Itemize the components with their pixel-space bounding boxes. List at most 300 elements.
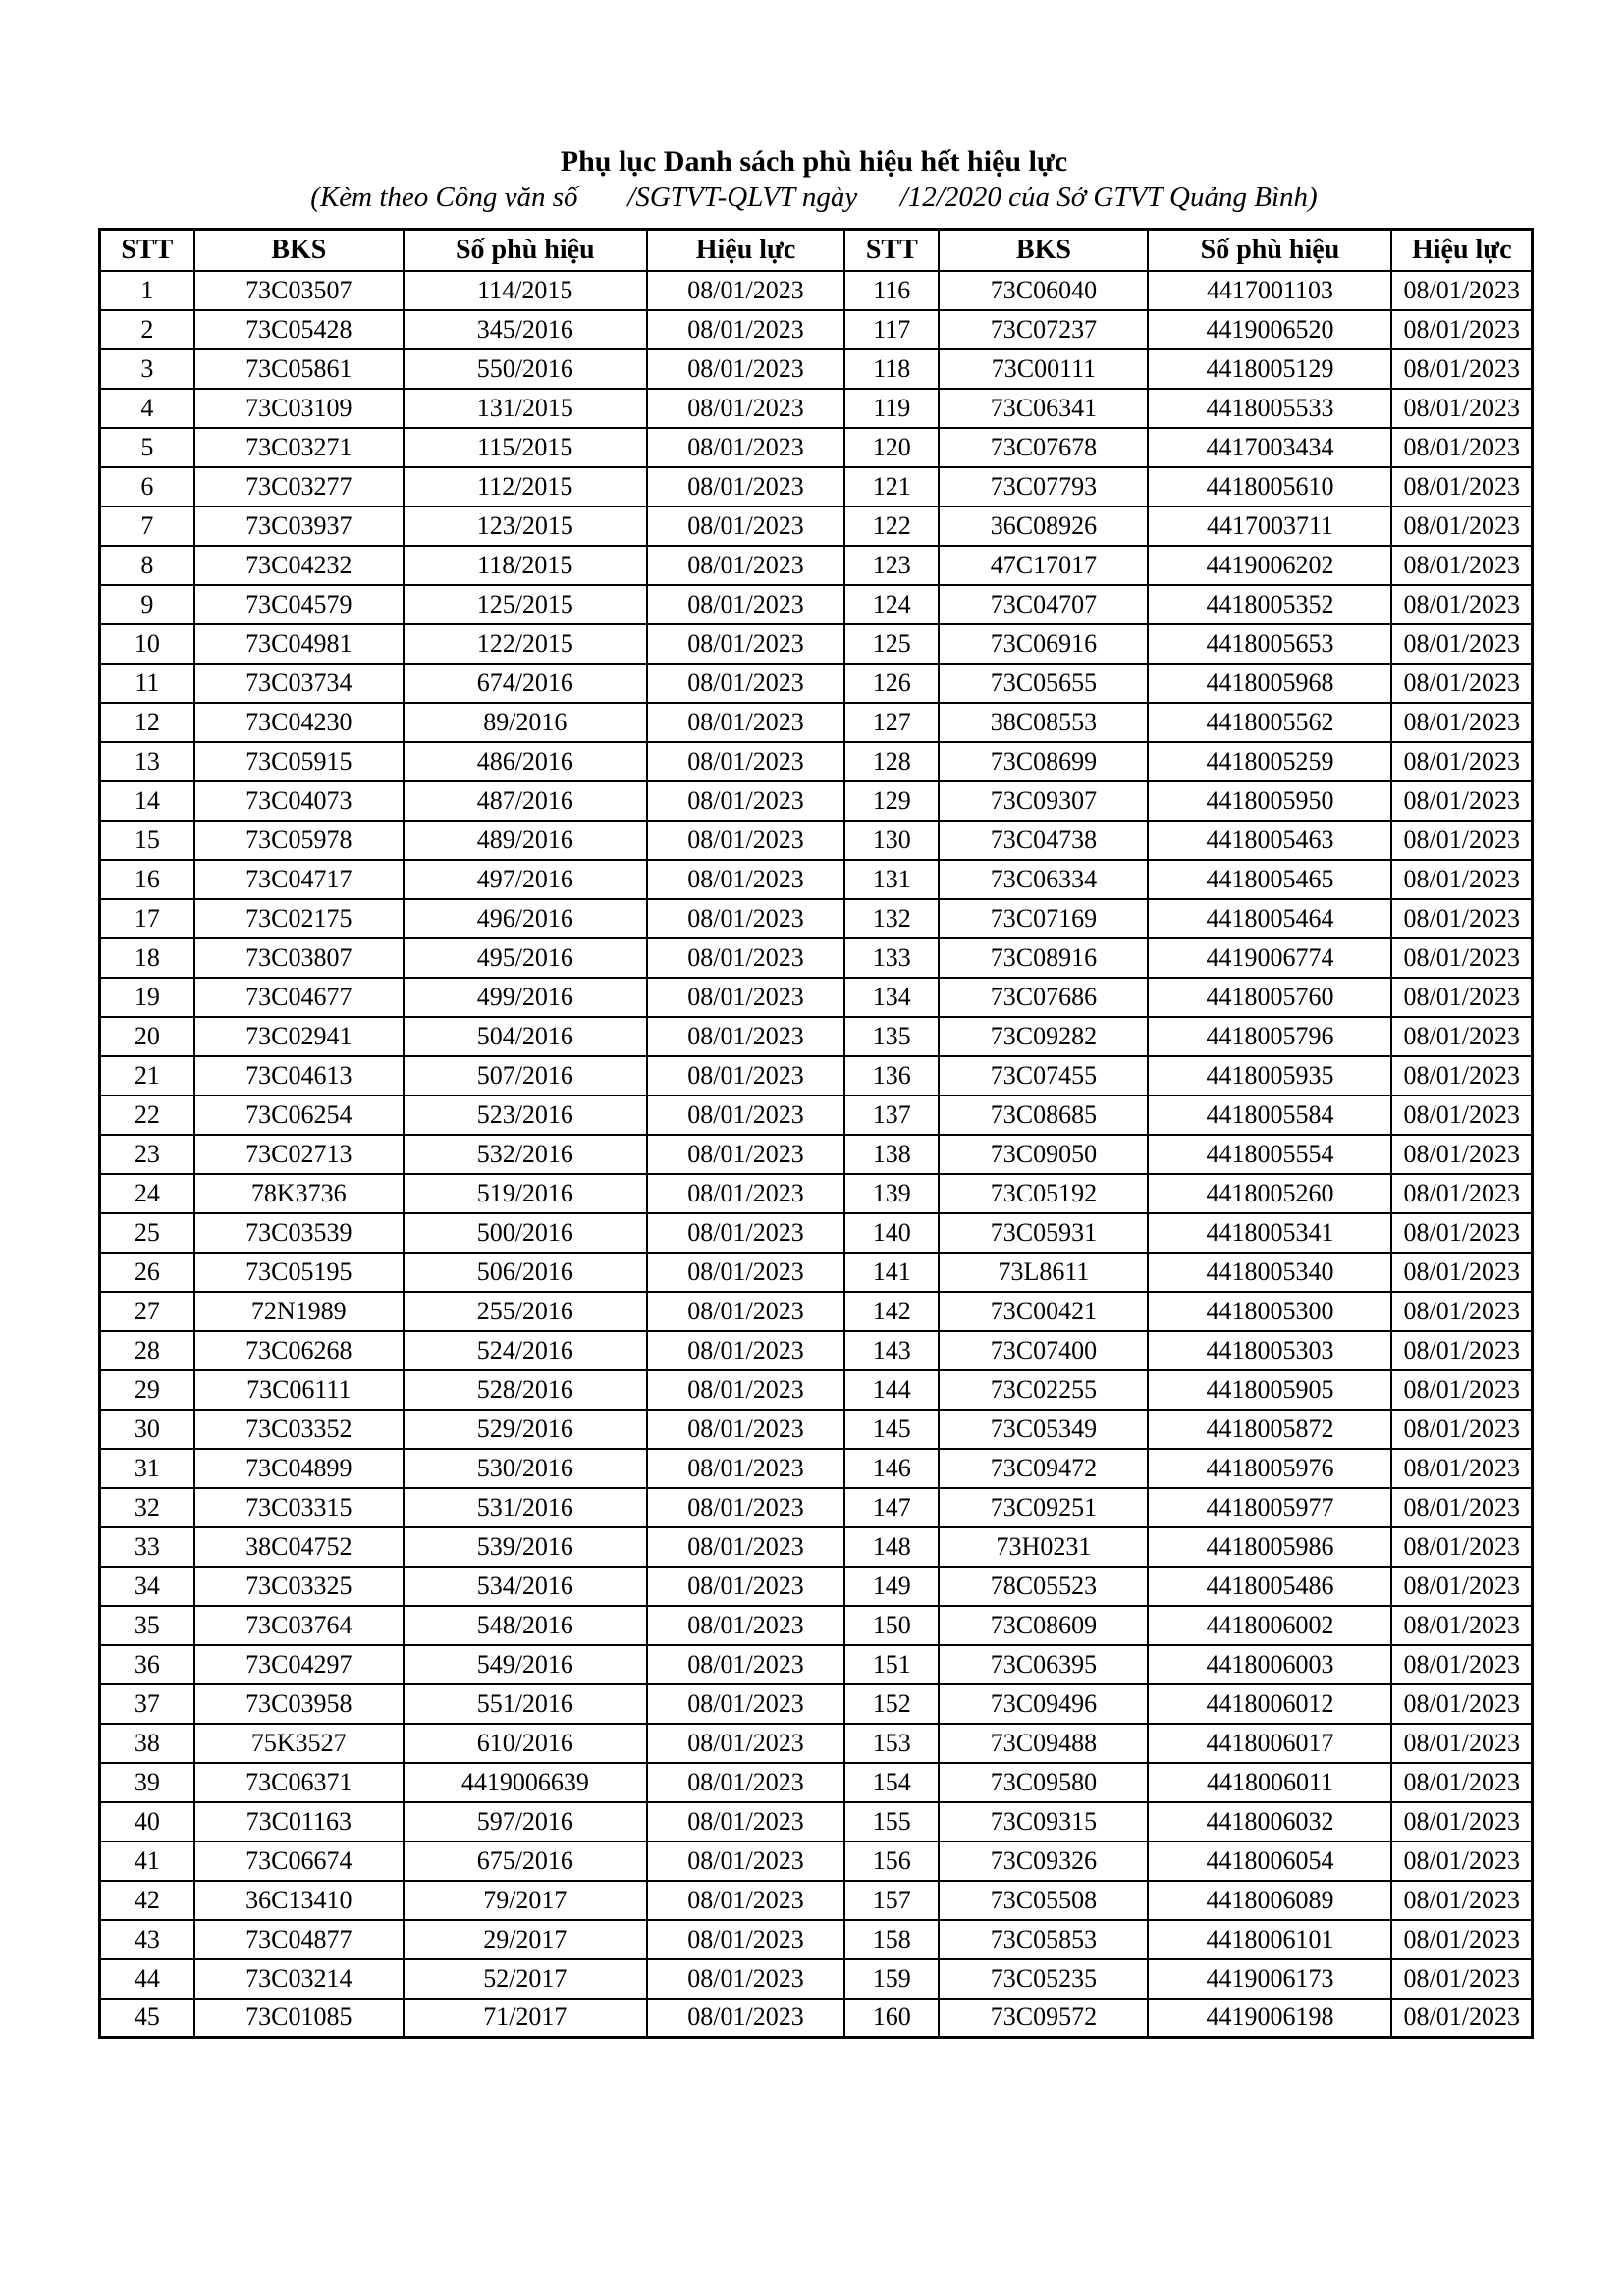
cell: 73H0231 bbox=[939, 1527, 1148, 1567]
cell: 12 bbox=[100, 703, 194, 742]
cell: 73C07455 bbox=[939, 1056, 1148, 1095]
cell: 4418005610 bbox=[1148, 467, 1391, 507]
cell: 6 bbox=[100, 467, 194, 507]
cell: 08/01/2023 bbox=[1391, 1527, 1532, 1567]
cell: 71/2017 bbox=[404, 1999, 647, 2038]
cell: 4418005465 bbox=[1148, 860, 1391, 899]
cell: 08/01/2023 bbox=[1391, 978, 1532, 1017]
cell: 08/01/2023 bbox=[647, 624, 844, 664]
cell: 08/01/2023 bbox=[647, 664, 844, 703]
table-row bbox=[100, 1527, 1533, 1567]
cell: 127 bbox=[844, 703, 939, 742]
cell: 159 bbox=[844, 1959, 939, 1999]
cell: 25 bbox=[100, 1213, 194, 1253]
cell: 08/01/2023 bbox=[1391, 310, 1532, 349]
table-row bbox=[100, 1724, 1533, 1763]
cell: 35 bbox=[100, 1606, 194, 1645]
cell: 08/01/2023 bbox=[647, 1370, 844, 1410]
cell: 73C03352 bbox=[194, 1410, 404, 1449]
cell: 26 bbox=[100, 1253, 194, 1292]
cell: 73C08685 bbox=[939, 1095, 1148, 1135]
cell: 08/01/2023 bbox=[647, 703, 844, 742]
cell: 4418005968 bbox=[1148, 664, 1391, 703]
cell: 38 bbox=[100, 1724, 194, 1763]
cell: 4418005562 bbox=[1148, 703, 1391, 742]
cell: 73C07400 bbox=[939, 1331, 1148, 1370]
cell: 08/01/2023 bbox=[647, 546, 844, 585]
cell: 08/01/2023 bbox=[1391, 742, 1532, 781]
cell: 08/01/2023 bbox=[647, 310, 844, 349]
cell: 137 bbox=[844, 1095, 939, 1135]
cell: 08/01/2023 bbox=[647, 389, 844, 428]
cell: 4418005986 bbox=[1148, 1527, 1391, 1567]
cell: 08/01/2023 bbox=[647, 781, 844, 821]
cell: 73C04707 bbox=[939, 585, 1148, 624]
cell: 524/2016 bbox=[404, 1331, 647, 1370]
cell: 08/01/2023 bbox=[647, 1802, 844, 1842]
cell: 529/2016 bbox=[404, 1410, 647, 1449]
cell: 4418005486 bbox=[1148, 1567, 1391, 1606]
cell: 79/2017 bbox=[404, 1881, 647, 1920]
cell: 08/01/2023 bbox=[1391, 1488, 1532, 1527]
cell: 128 bbox=[844, 742, 939, 781]
cell: 73C04981 bbox=[194, 624, 404, 664]
cell: 4418005303 bbox=[1148, 1331, 1391, 1370]
cell: 73C05915 bbox=[194, 742, 404, 781]
cell: 255/2016 bbox=[404, 1292, 647, 1331]
cell: 4418005340 bbox=[1148, 1253, 1391, 1292]
cell: 73C07678 bbox=[939, 428, 1148, 467]
cell: 78C05523 bbox=[939, 1567, 1148, 1606]
table-row bbox=[100, 1095, 1533, 1135]
cell: 551/2016 bbox=[404, 1684, 647, 1724]
cell: 08/01/2023 bbox=[1391, 1253, 1532, 1292]
cell: 156 bbox=[844, 1842, 939, 1881]
cell: 489/2016 bbox=[404, 821, 647, 860]
cell: 36C13410 bbox=[194, 1881, 404, 1920]
cell: 52/2017 bbox=[404, 1959, 647, 1999]
cell: 73C03315 bbox=[194, 1488, 404, 1527]
cell: 115/2015 bbox=[404, 428, 647, 467]
cell: 500/2016 bbox=[404, 1213, 647, 1253]
cell: 73C09251 bbox=[939, 1488, 1148, 1527]
cell: 08/01/2023 bbox=[1391, 899, 1532, 938]
cell: 72N1989 bbox=[194, 1292, 404, 1331]
cell: 486/2016 bbox=[404, 742, 647, 781]
table-row bbox=[100, 624, 1533, 664]
cell: 08/01/2023 bbox=[647, 428, 844, 467]
cell: 73C09472 bbox=[939, 1449, 1148, 1488]
cell: 73C06395 bbox=[939, 1645, 1148, 1684]
cell: 487/2016 bbox=[404, 781, 647, 821]
cell: 21 bbox=[100, 1056, 194, 1095]
cell: 4419006774 bbox=[1148, 938, 1391, 978]
cell: 4418005977 bbox=[1148, 1488, 1391, 1527]
cell: 158 bbox=[844, 1920, 939, 1959]
cell: 121 bbox=[844, 467, 939, 507]
table-row bbox=[100, 860, 1533, 899]
table-row bbox=[100, 821, 1533, 860]
cell: 08/01/2023 bbox=[647, 1842, 844, 1881]
cell: 73C03277 bbox=[194, 467, 404, 507]
cell: 73C04677 bbox=[194, 978, 404, 1017]
cell: 28 bbox=[100, 1331, 194, 1370]
cell: 4419006520 bbox=[1148, 310, 1391, 349]
cell: 610/2016 bbox=[404, 1724, 647, 1763]
cell: 08/01/2023 bbox=[1391, 821, 1532, 860]
cell: 73C03764 bbox=[194, 1606, 404, 1645]
cell: 4418005554 bbox=[1148, 1135, 1391, 1174]
cell: 08/01/2023 bbox=[647, 1174, 844, 1213]
cell: 4418005935 bbox=[1148, 1056, 1391, 1095]
cell: 16 bbox=[100, 860, 194, 899]
cell: 73C05192 bbox=[939, 1174, 1148, 1213]
cell: 550/2016 bbox=[404, 349, 647, 389]
cell: 37 bbox=[100, 1684, 194, 1724]
cell: 45 bbox=[100, 1999, 194, 2038]
cell: 08/01/2023 bbox=[1391, 1606, 1532, 1645]
cell: 08/01/2023 bbox=[1391, 1213, 1532, 1253]
cell: 73C09282 bbox=[939, 1017, 1148, 1056]
cell: 73C09326 bbox=[939, 1842, 1148, 1881]
cell: 75K3527 bbox=[194, 1724, 404, 1763]
cell: 4417003434 bbox=[1148, 428, 1391, 467]
cell: 08/01/2023 bbox=[1391, 1449, 1532, 1488]
cell: 73C09488 bbox=[939, 1724, 1148, 1763]
cell: 08/01/2023 bbox=[1391, 271, 1532, 310]
cell: 73C05508 bbox=[939, 1881, 1148, 1920]
cell: 495/2016 bbox=[404, 938, 647, 978]
cell: 114/2015 bbox=[404, 271, 647, 310]
cell: 73L8611 bbox=[939, 1253, 1148, 1292]
cell: 08/01/2023 bbox=[1391, 1135, 1532, 1174]
cell: 119 bbox=[844, 389, 939, 428]
cell: 73C05978 bbox=[194, 821, 404, 860]
cell: 73C00421 bbox=[939, 1292, 1148, 1331]
cell: 548/2016 bbox=[404, 1606, 647, 1645]
cell: 4418005260 bbox=[1148, 1174, 1391, 1213]
cell: 4418005352 bbox=[1148, 585, 1391, 624]
cell: 157 bbox=[844, 1881, 939, 1920]
cell: 08/01/2023 bbox=[647, 1095, 844, 1135]
cell: 151 bbox=[844, 1645, 939, 1684]
cell: 73C06371 bbox=[194, 1763, 404, 1802]
column-header: Số phù hiệu bbox=[1148, 230, 1391, 271]
cell: 4418006002 bbox=[1148, 1606, 1391, 1645]
cell: 08/01/2023 bbox=[647, 1920, 844, 1959]
cell: 73C03507 bbox=[194, 271, 404, 310]
cell: 4 bbox=[100, 389, 194, 428]
cell: 5 bbox=[100, 428, 194, 467]
cell: 73C03109 bbox=[194, 389, 404, 428]
cell: 08/01/2023 bbox=[1391, 1881, 1532, 1920]
cell: 08/01/2023 bbox=[647, 821, 844, 860]
cell: 519/2016 bbox=[404, 1174, 647, 1213]
badge-table bbox=[98, 228, 1534, 2039]
table-row bbox=[100, 1684, 1533, 1724]
cell: 08/01/2023 bbox=[1391, 1174, 1532, 1213]
cell: 123 bbox=[844, 546, 939, 585]
cell: 116 bbox=[844, 271, 939, 310]
cell: 126 bbox=[844, 664, 939, 703]
cell: 73C09307 bbox=[939, 781, 1148, 821]
cell: 08/01/2023 bbox=[1391, 703, 1532, 742]
cell: 08/01/2023 bbox=[647, 1488, 844, 1527]
cell: 4418005653 bbox=[1148, 624, 1391, 664]
cell: 08/01/2023 bbox=[647, 1684, 844, 1724]
cell: 08/01/2023 bbox=[1391, 1920, 1532, 1959]
cell: 08/01/2023 bbox=[1391, 860, 1532, 899]
cell: 73C04717 bbox=[194, 860, 404, 899]
cell: 08/01/2023 bbox=[1391, 585, 1532, 624]
cell: 22 bbox=[100, 1095, 194, 1135]
cell: 73C05428 bbox=[194, 310, 404, 349]
table-row bbox=[100, 1881, 1533, 1920]
cell: 507/2016 bbox=[404, 1056, 647, 1095]
cell: 73C09496 bbox=[939, 1684, 1148, 1724]
column-header: Số phù hiệu bbox=[404, 230, 647, 271]
cell: 149 bbox=[844, 1567, 939, 1606]
table-body bbox=[100, 271, 1533, 2038]
cell: 597/2016 bbox=[404, 1802, 647, 1842]
column-header: Hiệu lực bbox=[647, 230, 844, 271]
cell: 31 bbox=[100, 1449, 194, 1488]
cell: 7 bbox=[100, 507, 194, 546]
cell: 73C03734 bbox=[194, 664, 404, 703]
cell: 08/01/2023 bbox=[1391, 1645, 1532, 1684]
cell: 08/01/2023 bbox=[1391, 1410, 1532, 1449]
table-row bbox=[100, 389, 1533, 428]
cell: 4418005129 bbox=[1148, 349, 1391, 389]
cell: 08/01/2023 bbox=[647, 1606, 844, 1645]
cell: 08/01/2023 bbox=[647, 585, 844, 624]
table-row bbox=[100, 899, 1533, 938]
cell: 73C02941 bbox=[194, 1017, 404, 1056]
cell: 124 bbox=[844, 585, 939, 624]
cell: 496/2016 bbox=[404, 899, 647, 938]
cell: 152 bbox=[844, 1684, 939, 1724]
cell: 523/2016 bbox=[404, 1095, 647, 1135]
cell: 73C02713 bbox=[194, 1135, 404, 1174]
cell: 14 bbox=[100, 781, 194, 821]
cell: 534/2016 bbox=[404, 1567, 647, 1606]
cell: 4418005300 bbox=[1148, 1292, 1391, 1331]
cell: 142 bbox=[844, 1292, 939, 1331]
cell: 08/01/2023 bbox=[647, 349, 844, 389]
table-row bbox=[100, 1999, 1533, 2038]
cell: 08/01/2023 bbox=[1391, 1331, 1532, 1370]
cell: 08/01/2023 bbox=[1391, 938, 1532, 978]
cell: 112/2015 bbox=[404, 467, 647, 507]
cell: 122/2015 bbox=[404, 624, 647, 664]
cell: 73C07169 bbox=[939, 899, 1148, 938]
cell: 30 bbox=[100, 1410, 194, 1449]
cell: 20 bbox=[100, 1017, 194, 1056]
cell: 24 bbox=[100, 1174, 194, 1213]
cell: 08/01/2023 bbox=[1391, 1292, 1532, 1331]
cell: 34 bbox=[100, 1567, 194, 1606]
cell: 4418005341 bbox=[1148, 1213, 1391, 1253]
cell: 11 bbox=[100, 664, 194, 703]
cell: 155 bbox=[844, 1802, 939, 1842]
column-header: Hiệu lực bbox=[1391, 230, 1532, 271]
cell: 39 bbox=[100, 1763, 194, 1802]
cell: 08/01/2023 bbox=[647, 1999, 844, 2038]
cell: 539/2016 bbox=[404, 1527, 647, 1567]
cell: 549/2016 bbox=[404, 1645, 647, 1684]
cell: 08/01/2023 bbox=[1391, 1567, 1532, 1606]
cell: 73C07237 bbox=[939, 310, 1148, 349]
cell: 08/01/2023 bbox=[647, 1881, 844, 1920]
cell: 08/01/2023 bbox=[647, 1056, 844, 1095]
cell: 4419006173 bbox=[1148, 1959, 1391, 1999]
cell: 08/01/2023 bbox=[647, 1017, 844, 1056]
cell: 08/01/2023 bbox=[1391, 1056, 1532, 1095]
cell: 4418006032 bbox=[1148, 1802, 1391, 1842]
table-row bbox=[100, 938, 1533, 978]
cell: 40 bbox=[100, 1802, 194, 1842]
cell: 145 bbox=[844, 1410, 939, 1449]
cell: 38C04752 bbox=[194, 1527, 404, 1567]
cell: 08/01/2023 bbox=[1391, 389, 1532, 428]
cell: 08/01/2023 bbox=[1391, 664, 1532, 703]
cell: 134 bbox=[844, 978, 939, 1017]
cell: 73C06268 bbox=[194, 1331, 404, 1370]
cell: 08/01/2023 bbox=[647, 1724, 844, 1763]
cell: 73C09580 bbox=[939, 1763, 1148, 1802]
table-row bbox=[100, 1135, 1533, 1174]
cell: 130 bbox=[844, 821, 939, 860]
column-header: BKS bbox=[939, 230, 1148, 271]
table-row bbox=[100, 1056, 1533, 1095]
cell: 4418005463 bbox=[1148, 821, 1391, 860]
table-row bbox=[100, 1292, 1533, 1331]
cell: 4418006054 bbox=[1148, 1842, 1391, 1881]
cell: 73C04613 bbox=[194, 1056, 404, 1095]
cell: 89/2016 bbox=[404, 703, 647, 742]
cell: 144 bbox=[844, 1370, 939, 1410]
table-row bbox=[100, 664, 1533, 703]
cell: 532/2016 bbox=[404, 1135, 647, 1174]
cell: 17 bbox=[100, 899, 194, 938]
cell: 08/01/2023 bbox=[647, 1449, 844, 1488]
cell: 4418006017 bbox=[1148, 1724, 1391, 1763]
column-header: STT bbox=[844, 230, 939, 271]
cell: 73C07686 bbox=[939, 978, 1148, 1017]
cell: 08/01/2023 bbox=[1391, 781, 1532, 821]
cell: 73C06111 bbox=[194, 1370, 404, 1410]
cell: 504/2016 bbox=[404, 1017, 647, 1056]
cell: 27 bbox=[100, 1292, 194, 1331]
cell: 73C00111 bbox=[939, 349, 1148, 389]
cell: 08/01/2023 bbox=[647, 1213, 844, 1253]
cell: 08/01/2023 bbox=[647, 860, 844, 899]
cell: 118 bbox=[844, 349, 939, 389]
table-row bbox=[100, 271, 1533, 310]
cell: 4418005584 bbox=[1148, 1095, 1391, 1135]
cell: 13 bbox=[100, 742, 194, 781]
cell: 73C01163 bbox=[194, 1802, 404, 1842]
cell: 08/01/2023 bbox=[647, 978, 844, 1017]
cell: 4418005905 bbox=[1148, 1370, 1391, 1410]
cell: 08/01/2023 bbox=[1391, 349, 1532, 389]
table-row bbox=[100, 1920, 1533, 1959]
table-row bbox=[100, 1331, 1533, 1370]
cell: 122 bbox=[844, 507, 939, 546]
cell: 73C06040 bbox=[939, 271, 1148, 310]
table-row bbox=[100, 1449, 1533, 1488]
cell: 4418006089 bbox=[1148, 1881, 1391, 1920]
cell: 131/2015 bbox=[404, 389, 647, 428]
cell: 674/2016 bbox=[404, 664, 647, 703]
cell: 153 bbox=[844, 1724, 939, 1763]
table-row bbox=[100, 1567, 1533, 1606]
cell: 08/01/2023 bbox=[647, 1410, 844, 1449]
cell: 73C04877 bbox=[194, 1920, 404, 1959]
cell: 73C04073 bbox=[194, 781, 404, 821]
cell: 73C05853 bbox=[939, 1920, 1148, 1959]
cell: 4419006639 bbox=[404, 1763, 647, 1802]
cell: 47C17017 bbox=[939, 546, 1148, 585]
cell: 125/2015 bbox=[404, 585, 647, 624]
cell: 9 bbox=[100, 585, 194, 624]
table-row bbox=[100, 546, 1533, 585]
cell: 4418005976 bbox=[1148, 1449, 1391, 1488]
cell: 143 bbox=[844, 1331, 939, 1370]
table-row bbox=[100, 1842, 1533, 1881]
table-row bbox=[100, 978, 1533, 1017]
cell: 73C08609 bbox=[939, 1606, 1148, 1645]
cell: 73C06674 bbox=[194, 1842, 404, 1881]
cell: 73C03214 bbox=[194, 1959, 404, 1999]
cell: 08/01/2023 bbox=[647, 1763, 844, 1802]
cell: 29 bbox=[100, 1370, 194, 1410]
table-row bbox=[100, 1959, 1533, 1999]
cell: 73C05235 bbox=[939, 1959, 1148, 1999]
cell: 08/01/2023 bbox=[647, 938, 844, 978]
cell: 4418005872 bbox=[1148, 1410, 1391, 1449]
cell: 73C04579 bbox=[194, 585, 404, 624]
cell: 129 bbox=[844, 781, 939, 821]
cell: 73C06254 bbox=[194, 1095, 404, 1135]
cell: 4418005796 bbox=[1148, 1017, 1391, 1056]
cell: 08/01/2023 bbox=[1391, 428, 1532, 467]
table-row bbox=[100, 1645, 1533, 1684]
cell: 33 bbox=[100, 1527, 194, 1567]
cell: 146 bbox=[844, 1449, 939, 1488]
table-row bbox=[100, 310, 1533, 349]
cell: 08/01/2023 bbox=[1391, 1017, 1532, 1056]
table-row bbox=[100, 467, 1533, 507]
cell: 73C03937 bbox=[194, 507, 404, 546]
cell: 530/2016 bbox=[404, 1449, 647, 1488]
cell: 4418005464 bbox=[1148, 899, 1391, 938]
cell: 154 bbox=[844, 1763, 939, 1802]
cell: 08/01/2023 bbox=[1391, 1724, 1532, 1763]
cell: 08/01/2023 bbox=[647, 1253, 844, 1292]
table-row bbox=[100, 1763, 1533, 1802]
cell: 08/01/2023 bbox=[647, 1135, 844, 1174]
cell: 4419006202 bbox=[1148, 546, 1391, 585]
cell: 36 bbox=[100, 1645, 194, 1684]
cell: 08/01/2023 bbox=[1391, 1802, 1532, 1842]
table-row bbox=[100, 428, 1533, 467]
cell: 73C03958 bbox=[194, 1684, 404, 1724]
cell: 4418006101 bbox=[1148, 1920, 1391, 1959]
cell: 08/01/2023 bbox=[647, 467, 844, 507]
table-row bbox=[100, 1606, 1533, 1645]
cell: 147 bbox=[844, 1488, 939, 1527]
